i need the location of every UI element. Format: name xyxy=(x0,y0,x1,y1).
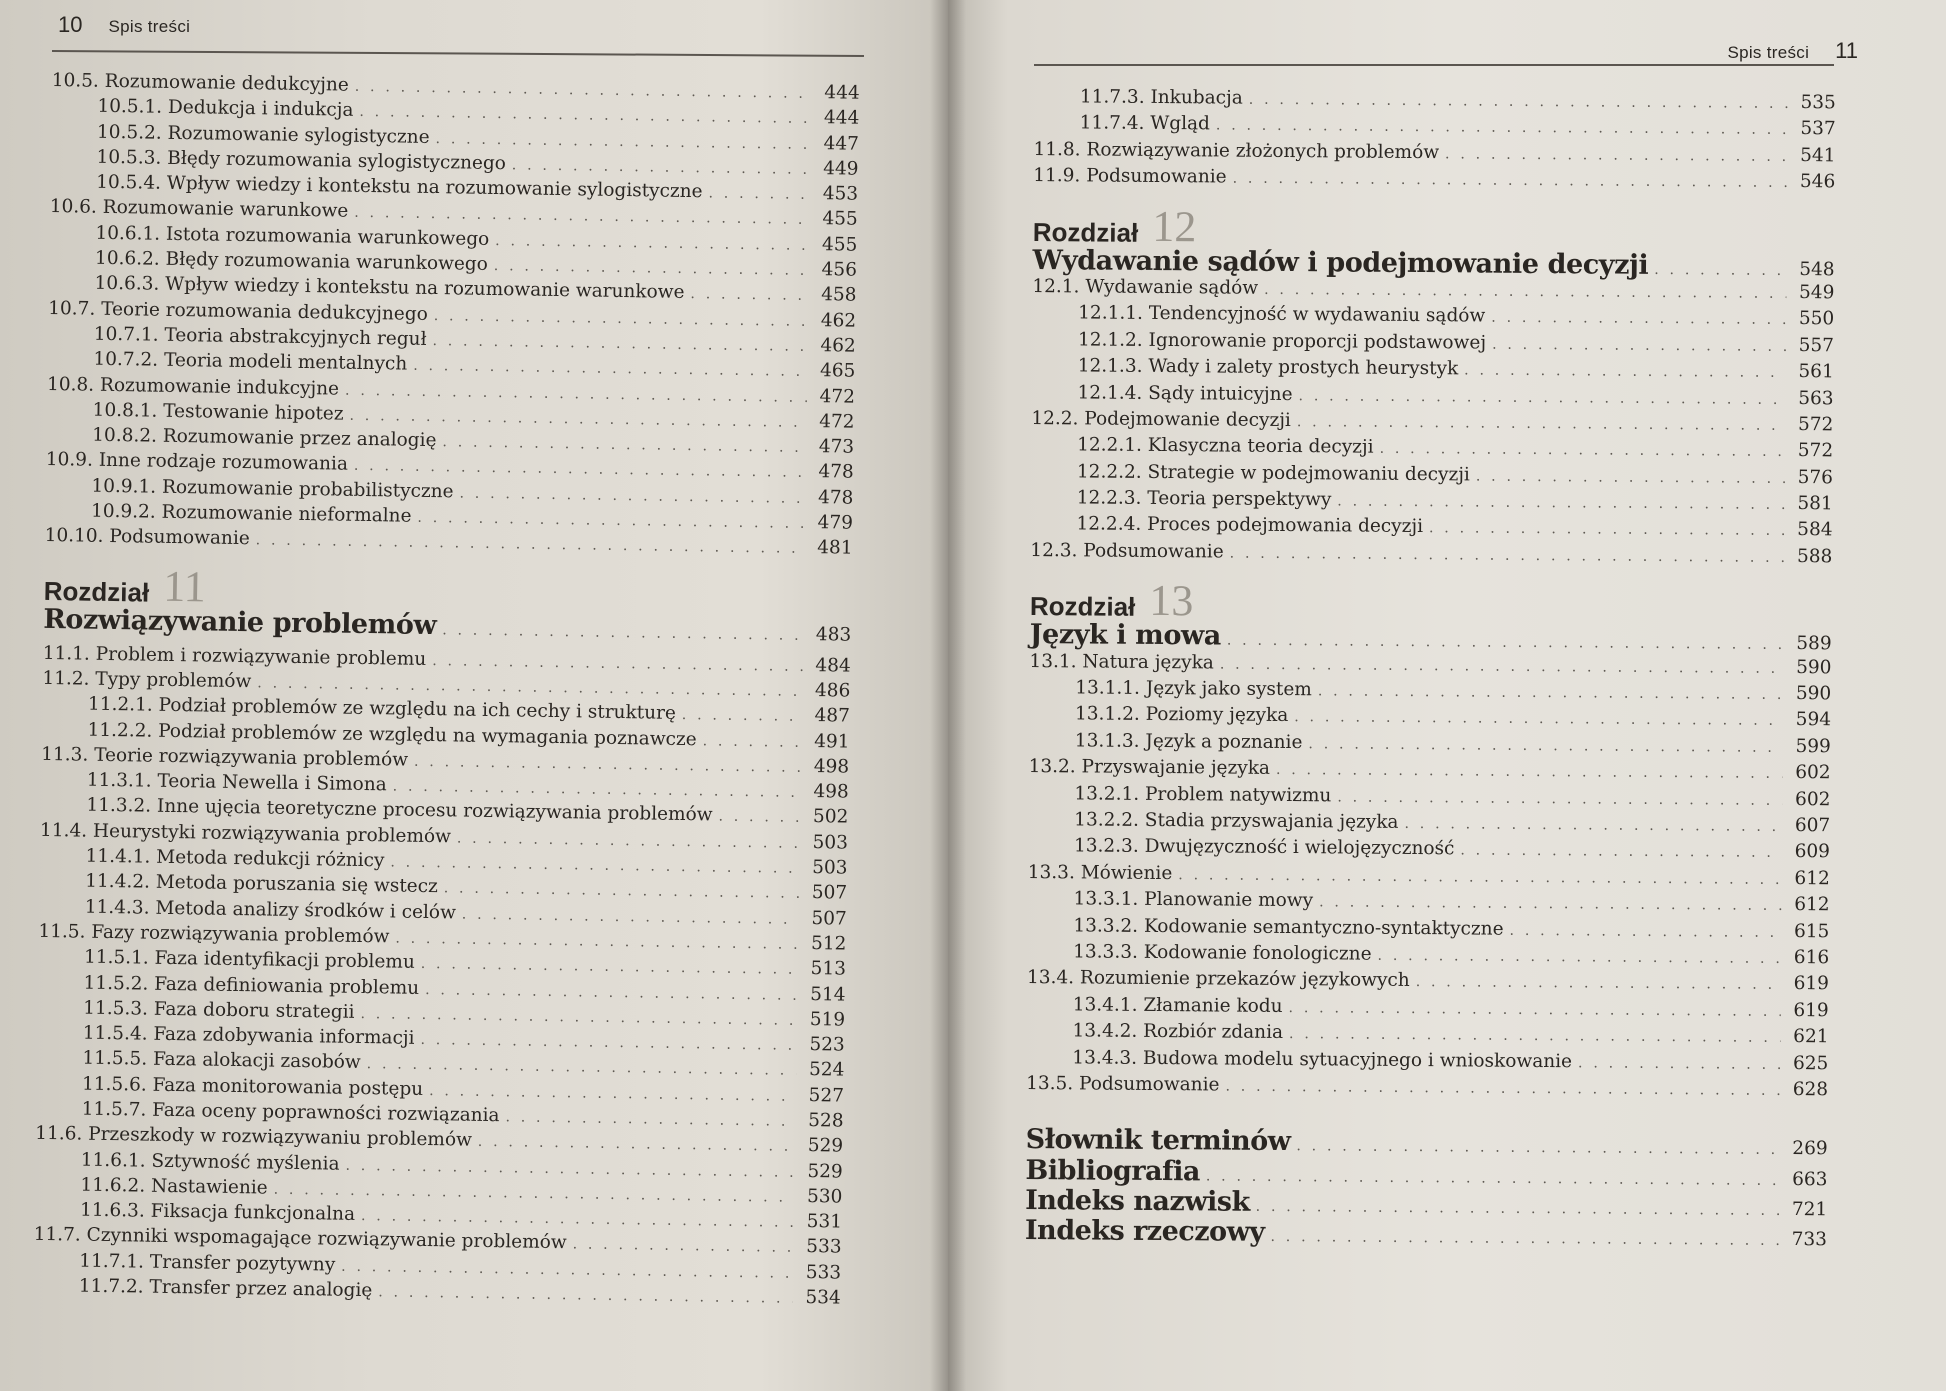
page-ref: 528 xyxy=(808,1109,844,1132)
chapter-number: 12 xyxy=(1152,201,1197,251)
page-ref: 537 xyxy=(1800,118,1836,140)
entry-label: 10.7. Teorie rozumowania dedukcyjnego xyxy=(48,297,428,325)
entry-label: Indeks rzeczowy xyxy=(1024,1215,1265,1249)
back-matter-entries xyxy=(1025,1123,1828,1251)
page-ref: 588 xyxy=(1796,545,1833,568)
entry-label: 10.10. Podsumowanie xyxy=(44,525,250,550)
page-ref: 484 xyxy=(815,654,851,677)
page-ref: 533 xyxy=(805,1261,842,1284)
dot-leader xyxy=(1308,732,1783,761)
entry-label: 13.1.3. Język a poznanie xyxy=(1074,730,1303,753)
page-ref: 602 xyxy=(1795,762,1831,784)
entry-label: 13.4. Rozumienie przekazów językowych xyxy=(1026,967,1410,992)
page-ref: 733 xyxy=(1791,1229,1828,1251)
entry-label: 12.1.4. Sądy intuicyjne xyxy=(1077,381,1293,405)
entry-label: 11.4.1. Metoda redukcji różnicy xyxy=(85,845,385,872)
dot-leader xyxy=(572,1233,793,1261)
dot-leader xyxy=(1429,517,1785,545)
entry-label: 10.5.3. Błędy rozumowania sylogistycznego xyxy=(96,146,507,175)
page-ref: 498 xyxy=(813,755,850,778)
chapter-title: Rozwiązywanie problemów xyxy=(43,603,437,641)
entry-label: 11.6.2. Nastawienie xyxy=(80,1174,268,1199)
dot-leader xyxy=(1318,679,1784,708)
entry-label: 13.4.3. Budowa modelu sytuacyjnego i wnioskowanie xyxy=(1072,1046,1573,1072)
entry-label: 12.1.1. Tendencyjność w wydawaniu sądów xyxy=(1078,302,1486,327)
left-running-head xyxy=(58,12,190,38)
page-ref: 447 xyxy=(823,132,860,155)
entry-label: 10.9.1. Rozumowanie probabilistyczne xyxy=(91,475,454,503)
page-ref: 487 xyxy=(814,705,851,727)
entry-label: 12.3. Podsumowanie xyxy=(1030,539,1224,563)
chapter-title: Wydawanie sądów i podejmowanie decyzji xyxy=(1032,244,1649,281)
entry-label: 13.5. Podsumowanie xyxy=(1026,1072,1220,1096)
entry-label: 13.4.2. Rozbiór zdania xyxy=(1072,1020,1284,1044)
right-running-title: Spis treści xyxy=(1727,43,1810,62)
entry-label: 10.6.1. Istota rozumowania warunkowego xyxy=(95,222,490,250)
entry-label: 13.1. Natura języka xyxy=(1029,650,1214,674)
page-ref: 561 xyxy=(1798,361,1834,383)
dot-leader xyxy=(1270,1225,1779,1254)
entry-label: 11.5.3. Faza doboru strategii xyxy=(83,997,355,1023)
page-ref: 473 xyxy=(818,436,855,458)
page-ref: 455 xyxy=(821,233,858,256)
entry-label: 12.2.1. Klasyczna teoria decyzji xyxy=(1077,434,1374,458)
page-ref: 507 xyxy=(811,882,848,904)
entry-label: 10.9. Inne rodzaje rozumowania xyxy=(45,449,349,476)
page-ref: 465 xyxy=(819,360,856,382)
page-ref: 455 xyxy=(822,208,858,231)
dot-leader xyxy=(1296,1134,1779,1163)
entry-label: 11.5.7. Faza oceny poprawności rozwiązania xyxy=(81,1098,500,1127)
page-ref: 602 xyxy=(1795,788,1831,810)
entry-label: 11.7.2. Transfer przez analogię xyxy=(78,1275,373,1302)
entry-label: 13.2.1. Problem natywizmu xyxy=(1074,782,1332,806)
page-ref: 478 xyxy=(818,461,854,484)
page-ref: 449 xyxy=(823,158,859,180)
page-ref: 524 xyxy=(808,1059,845,1081)
entry-label: 13.2. Przyswajanie języka xyxy=(1028,756,1271,780)
entry-label: 10.7.2. Teoria modeli mentalnych xyxy=(93,348,408,375)
entry-label: 10.5.2. Rozumowanie sylogistyczne xyxy=(96,121,430,148)
dot-leader xyxy=(1276,758,1783,787)
entry-label: 11.6. Przeszkody w rozwiązywaniu problemów xyxy=(35,1123,473,1152)
page-ref: 549 xyxy=(1798,281,1835,304)
chapter-13-entries xyxy=(1026,649,1831,1104)
entry-label: Słownik terminów xyxy=(1025,1124,1291,1158)
entry-label: 11.6.1. Sztywność myślenia xyxy=(80,1149,340,1175)
dot-leader xyxy=(1256,1195,1780,1224)
page-ref: 462 xyxy=(820,335,856,357)
entry-label: 13.1.2. Poziomy języka xyxy=(1074,703,1289,727)
page-ref: 458 xyxy=(821,284,857,307)
page-ref: 584 xyxy=(1797,519,1833,541)
page-ref: 483 xyxy=(815,623,852,646)
dot-leader xyxy=(1377,944,1781,972)
entry-label: 10.5.1. Dedukcja i indukcja xyxy=(97,96,354,122)
page-ref: 594 xyxy=(1795,709,1832,731)
entry-label: 13.4.1. Złamanie kodu xyxy=(1072,994,1283,1017)
chapter-number: 11 xyxy=(162,561,207,612)
page-ref: 456 xyxy=(821,259,858,281)
entry-label: 12.1. Wydawanie sądów xyxy=(1032,275,1259,299)
page-ref: 612 xyxy=(1794,894,1830,916)
dot-leader xyxy=(1416,970,1781,998)
entry-label: 11.5. Fazy rozwiązywania problemów xyxy=(38,920,390,948)
entry-label: 11.7.1. Transfer pozytywny xyxy=(79,1250,336,1276)
entry-label: 11.7.3. Inkubacja xyxy=(1079,86,1243,109)
entry-label: 11.3.2. Inne ujęcia teoretyczne procesu rozwiązywania problemów xyxy=(86,795,713,826)
entry-label: 10.9.2. Rozumowanie nieformalne xyxy=(90,500,412,527)
page-ref: 479 xyxy=(817,512,854,534)
dot-leader xyxy=(1492,332,1786,359)
dot-leader xyxy=(1491,306,1786,333)
page-ref: 625 xyxy=(1792,1052,1829,1074)
entry-label: 11.1. Problem i rozwiązywanie problemu xyxy=(42,642,427,670)
page-ref: 721 xyxy=(1791,1199,1828,1221)
entry-label: 10.6.3. Wpływ wiedzy i kontekstu na rozumowanie warunkowe xyxy=(94,273,685,304)
page-ref: 533 xyxy=(806,1236,842,1259)
page-ref: 590 xyxy=(1796,656,1832,678)
chapter-11-continued-entries xyxy=(1033,84,1836,196)
page-ref: 612 xyxy=(1794,867,1830,890)
dot-leader xyxy=(1509,918,1781,945)
book-gutter xyxy=(930,0,966,1391)
entry-label: 11.5.4. Faza zdobywania informacji xyxy=(82,1022,415,1049)
entry-label: 11.4.2. Metoda poruszania się wstecz xyxy=(85,870,438,898)
page-ref: 453 xyxy=(822,183,859,205)
dot-leader xyxy=(1288,996,1780,1025)
entry-label: 11.5.1. Faza identyfikacji problemu xyxy=(83,946,416,974)
entry-label: 11.7.4. Wgląd xyxy=(1079,112,1211,135)
entry-label: 10.8.1. Testowanie hipotez xyxy=(92,399,344,425)
chapter-number: 13 xyxy=(1149,576,1194,626)
entry-label: 13.3.3. Kodowanie fonologiczne xyxy=(1073,941,1372,965)
right-page-number: 11 xyxy=(1835,38,1858,63)
page-ref: 269 xyxy=(1792,1138,1828,1160)
page-ref: 512 xyxy=(810,932,847,955)
page-ref: 663 xyxy=(1792,1168,1828,1190)
page-ref: 514 xyxy=(810,983,846,1006)
page-ref: 590 xyxy=(1795,683,1832,705)
entry-label: 10.6.2. Błędy rozumowania warunkowego xyxy=(94,247,489,275)
entry-label: 12.1.3. Wady i zalety prostych heurystyk xyxy=(1077,355,1459,380)
left-page-number: 10 xyxy=(58,12,83,37)
page-ref: 621 xyxy=(1793,1026,1829,1048)
page-ref: 498 xyxy=(813,781,849,803)
entry-label: 10.5. Rozumowanie dedukcyjne xyxy=(51,69,349,96)
entry-label: 11.9. Podsumowanie xyxy=(1033,165,1227,188)
dot-leader xyxy=(682,703,802,730)
page-ref: 615 xyxy=(1793,920,1830,942)
entry-label: 10.8.2. Rozumowanie przez analogię xyxy=(92,424,437,452)
page-ref: 599 xyxy=(1795,735,1831,758)
dot-leader xyxy=(1230,541,1785,570)
entry-label: 10.7.1. Teoria abstrakcyjnych reguł xyxy=(93,323,427,350)
page-ref: 472 xyxy=(819,385,856,408)
right-running-head xyxy=(1727,38,1858,64)
page-ref: 444 xyxy=(823,107,860,129)
page-ref: 503 xyxy=(812,857,848,879)
page-ref: 519 xyxy=(809,1008,846,1031)
dot-leader xyxy=(690,282,808,309)
page-ref: 478 xyxy=(817,486,854,509)
right-toc xyxy=(1025,84,1836,1251)
page-ref: 581 xyxy=(1797,493,1833,515)
dot-leader xyxy=(718,805,800,831)
entry-label: 12.2.2. Strategie w podejmowaniu decyzji xyxy=(1076,461,1470,486)
page-ref: 589 xyxy=(1796,633,1832,655)
left-running-title: Spis treści xyxy=(108,17,191,36)
page-ref: 616 xyxy=(1793,946,1830,969)
entry-label: 13.2.2. Stadia przyswajania języka xyxy=(1074,809,1399,833)
entry-label: 13.2.3. Dwujęzyczność i wielojęzyczność xyxy=(1073,835,1455,860)
dot-leader xyxy=(1225,1074,1780,1103)
entry-label: 11.5.5. Faza alokacji zasobów xyxy=(82,1047,361,1074)
entry-label: 11.5.6. Faza monitorowania postępu xyxy=(81,1073,424,1100)
entry-label: 11.2.1. Podział problemów ze względu na ich cechy i strukturę xyxy=(87,693,677,725)
entry-label: 11.4.3. Metoda analizy środków i celów xyxy=(84,896,457,924)
chapter-label: Rozdział xyxy=(1032,216,1139,248)
entry-label: 11.5.2. Faza definiowania problemu xyxy=(83,972,420,999)
entry-label: 10.5.4. Wpływ wiedzy i kontekstu na rozumowanie sylogistyczne xyxy=(96,171,703,203)
left-page xyxy=(0,0,948,1391)
page-ref: 546 xyxy=(1799,171,1836,193)
page-ref: 481 xyxy=(817,537,853,559)
chapter-11-entries xyxy=(33,641,851,1311)
dot-leader xyxy=(1404,812,1782,840)
right-header-rule xyxy=(1034,64,1834,66)
entry-label: 11.6.3. Fiksacja funkcjonalna xyxy=(79,1199,356,1226)
dot-leader xyxy=(1233,167,1788,196)
dot-leader xyxy=(442,618,803,649)
entry-label: 11.3.1. Teoria Newella i Simona xyxy=(86,769,387,796)
page-ref: 619 xyxy=(1793,973,1830,995)
page-ref: 444 xyxy=(824,82,860,104)
section-10-entries xyxy=(44,68,859,561)
entry-label: 13.3. Mówienie xyxy=(1027,861,1173,884)
entry-label: 11.2.2. Podział problemów ze względu na wymagania poznawcze xyxy=(87,719,697,750)
entry-label: Bibliografia xyxy=(1025,1154,1201,1188)
chapter-12-entries xyxy=(1030,274,1834,571)
dot-leader xyxy=(1460,839,1782,867)
entry-label: 11.2. Typy problemów xyxy=(42,667,252,693)
page-ref: 462 xyxy=(820,309,857,332)
dot-leader xyxy=(1294,705,1783,734)
page-ref: 609 xyxy=(1794,841,1831,863)
page-ref: 563 xyxy=(1798,387,1834,409)
dot-leader xyxy=(702,729,801,756)
dot-leader xyxy=(1298,384,1785,413)
dot-leader xyxy=(1476,464,1785,491)
page-ref: 527 xyxy=(808,1084,845,1107)
chapter-title: Język i mowa xyxy=(1029,619,1222,652)
entry-label: 12.2.3. Teoria perspektywy xyxy=(1076,487,1332,511)
dot-leader xyxy=(708,182,810,209)
page-ref: 529 xyxy=(807,1135,844,1157)
entry-label: 13.3.1. Planowanie mowy xyxy=(1073,888,1314,912)
left-header-rule xyxy=(52,50,864,57)
page-ref: 534 xyxy=(805,1287,841,1309)
entry-label: 11.3. Teorie rozwiązywania problemów xyxy=(41,743,409,771)
page-ref: 548 xyxy=(1799,258,1835,280)
dot-leader xyxy=(1249,88,1788,117)
chapter-label: Rozdział xyxy=(1029,591,1136,623)
page-ref: 523 xyxy=(809,1034,845,1056)
page-ref: 576 xyxy=(1797,466,1834,488)
page-ref: 557 xyxy=(1798,334,1835,357)
dot-leader xyxy=(378,1280,793,1312)
entry-label: 13.3.2. Kodowanie semantyczno-syntaktyczne xyxy=(1073,914,1504,940)
page-ref: 507 xyxy=(811,907,847,930)
page-ref: 530 xyxy=(806,1185,843,1208)
entry-label: 10.8. Rozumowanie indukcyjne xyxy=(46,373,340,400)
entry-label: 11.4. Heurystyki rozwiązywania problemów xyxy=(39,819,452,848)
page-ref: 541 xyxy=(1800,144,1836,167)
dot-leader xyxy=(1445,142,1788,170)
dot-leader xyxy=(1337,785,1782,813)
dot-leader xyxy=(1578,1051,1780,1078)
page-ref: 572 xyxy=(1797,413,1834,436)
entry-label: 12.1.2. Ignorowanie proporcji podstawowej xyxy=(1077,329,1487,354)
page-ref: 628 xyxy=(1792,1078,1829,1101)
dot-leader xyxy=(1464,359,1786,387)
entry-label: Indeks nazwisk xyxy=(1025,1185,1250,1218)
page-ref: 550 xyxy=(1798,308,1835,330)
entry-label: 10.6. Rozumowanie warunkowe xyxy=(49,196,349,223)
page-ref: 619 xyxy=(1793,999,1829,1021)
page-ref: 472 xyxy=(819,410,855,433)
entry-label: 11.7. Czynniki wspomagające rozwiązywanie problemów xyxy=(33,1224,567,1254)
entry-label: 13.1.1. Język jako system xyxy=(1075,677,1312,701)
entry-label: 12.2.4. Proces podejmowania decyzji xyxy=(1076,513,1424,538)
page-ref: 531 xyxy=(806,1211,843,1233)
page-ref: 529 xyxy=(807,1160,843,1183)
page-ref: 491 xyxy=(814,730,850,753)
dot-leader xyxy=(1206,1164,1780,1194)
right-page xyxy=(948,0,1946,1391)
page-ref: 572 xyxy=(1797,440,1834,462)
page-ref: 607 xyxy=(1794,814,1831,837)
page-ref: 503 xyxy=(812,831,849,854)
entry-label: 11.8. Rozwiązywanie złożonych problemów xyxy=(1033,138,1440,163)
page-ref: 502 xyxy=(812,806,849,829)
page-ref: 513 xyxy=(810,958,847,980)
chapter-label: Rozdział xyxy=(43,575,150,608)
entry-label: 12.2. Podejmowanie decyzji xyxy=(1031,407,1291,431)
page-ref: 535 xyxy=(1800,92,1836,114)
left-toc xyxy=(33,68,860,1311)
page-ref: 486 xyxy=(814,680,851,702)
